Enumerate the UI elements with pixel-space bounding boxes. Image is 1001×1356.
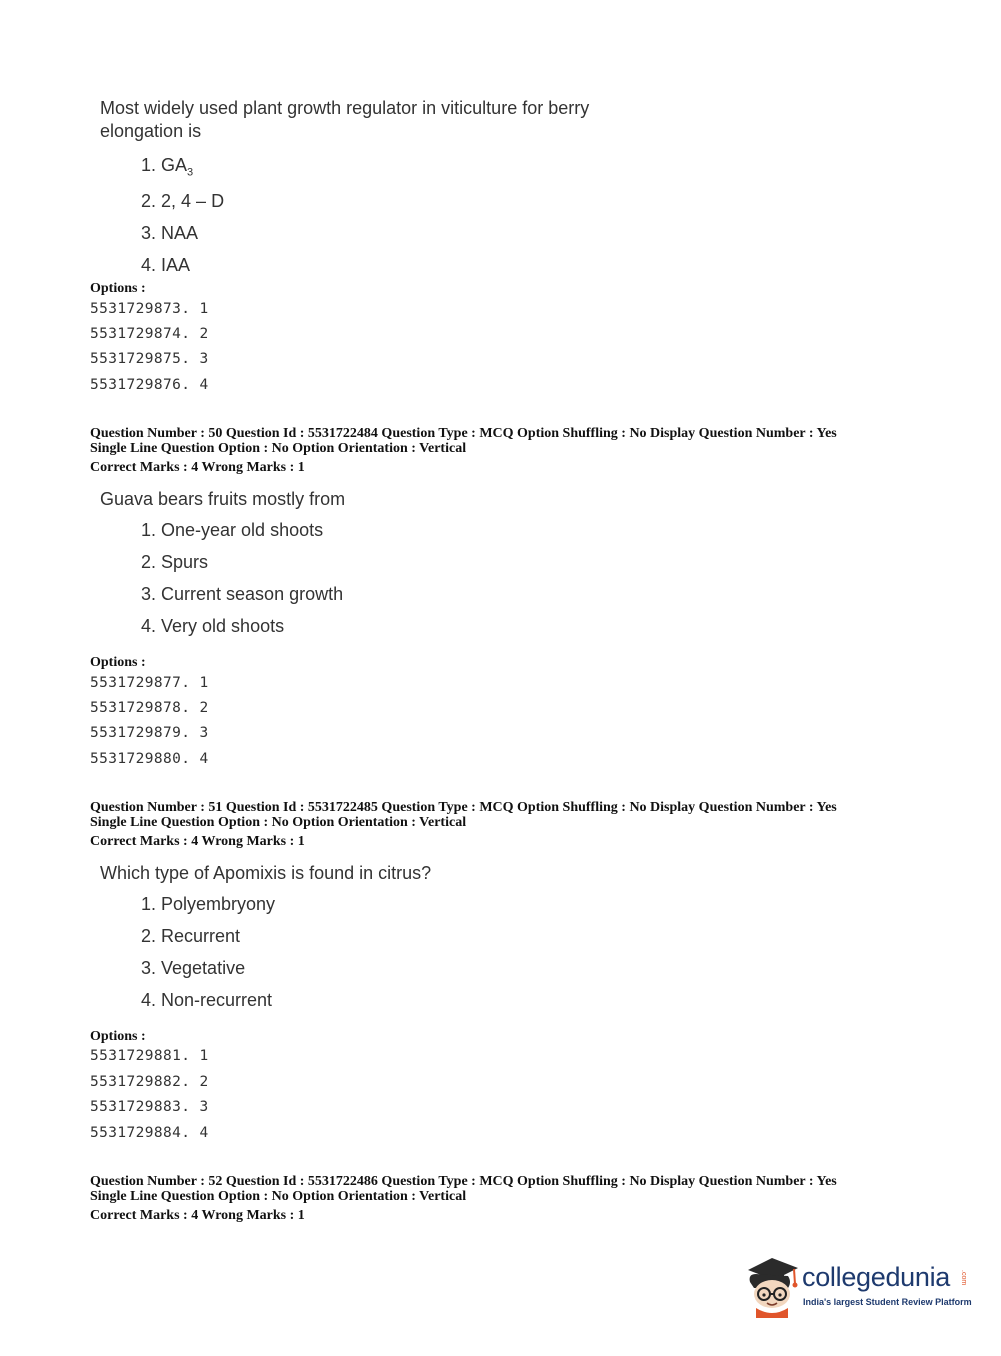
question-marks: Correct Marks : 4 Wrong Marks : 1 xyxy=(90,460,305,475)
question-text: Guava bears fruits mostly from xyxy=(100,489,346,509)
options-label: Options : xyxy=(90,655,146,670)
choice-3: 3. Vegetative xyxy=(141,958,246,978)
choice-4: 4. Very old shoots xyxy=(141,616,285,636)
option-id: 5531729876. 4 xyxy=(90,377,209,393)
question-meta-2: Single Line Question Option : No Option Orientation : Vertical xyxy=(90,441,467,456)
option-id: 5531729878. 2 xyxy=(90,700,209,716)
logo-wordmark: collegedunia xyxy=(802,1262,951,1292)
question-meta: Question Number : 52 Question Id : 5531722486 Question Type : MCQ Option Shuffling : No Display Question Number : Yes xyxy=(90,1174,837,1189)
question-meta: Question Number : 50 Question Id : 5531722484 Question Type : MCQ Option Shuffling : No Display Question Number : Yes xyxy=(90,426,837,441)
question-meta-2: Single Line Question Option : No Option Orientation : Vertical xyxy=(90,815,467,830)
mascot-icon xyxy=(742,1248,802,1318)
choice-4: 4. Non-recurrent xyxy=(141,990,273,1010)
choice-2: 2. Spurs xyxy=(141,552,209,572)
question-meta-2: Single Line Question Option : No Option Orientation : Vertical xyxy=(90,1189,467,1204)
option-id: 5531729873. 1 xyxy=(90,301,209,317)
choice-1: 1. One-year old shoots xyxy=(141,520,324,540)
option-id: 5531729874. 2 xyxy=(90,326,209,342)
option-id: 5531729880. 4 xyxy=(90,751,209,767)
option-id: 5531729883. 3 xyxy=(90,1099,209,1115)
option-id: 5531729884. 4 xyxy=(90,1125,209,1141)
choice-3: 3. NAA xyxy=(141,223,199,243)
option-id: 5531729879. 3 xyxy=(90,725,209,741)
collegedunia-logo xyxy=(742,1248,972,1318)
option-id: 5531729882. 2 xyxy=(90,1074,209,1090)
question-text: Which type of Apomixis is found in citrus? xyxy=(100,863,432,883)
choice-1: 1. $GA_3$ xyxy=(141,155,194,179)
option-id: 5531729881. 1 xyxy=(90,1048,209,1064)
logo-tagline: India's largest Student Review Platform xyxy=(803,1297,972,1307)
choice-2: 2. Recurrent xyxy=(141,926,241,946)
choice-4: 4. IAA xyxy=(141,255,191,275)
question-meta: Question Number : 51 Question Id : 5531722485 Question Type : MCQ Option Shuffling : No Display Question Number : Yes xyxy=(90,800,837,815)
options-label: Options : xyxy=(90,281,146,296)
choice-3: 3. Current season growth xyxy=(141,584,344,604)
logo-domain-suffix: .com xyxy=(960,1270,967,1286)
question-marks: Correct Marks : 4 Wrong Marks : 1 xyxy=(90,1208,305,1223)
question-text: Most widely used plant growth regulator in viticulture for berry elongation is xyxy=(100,98,590,141)
choice-2: 2. 2, 4 – D xyxy=(141,191,225,211)
question-marks: Correct Marks : 4 Wrong Marks : 1 xyxy=(90,834,305,849)
option-id: 5531729877. 1 xyxy=(90,675,209,691)
choice-1: 1. Polyembryony xyxy=(141,894,276,914)
options-label: Options : xyxy=(90,1029,146,1044)
option-id: 5531729875. 3 xyxy=(90,351,209,367)
